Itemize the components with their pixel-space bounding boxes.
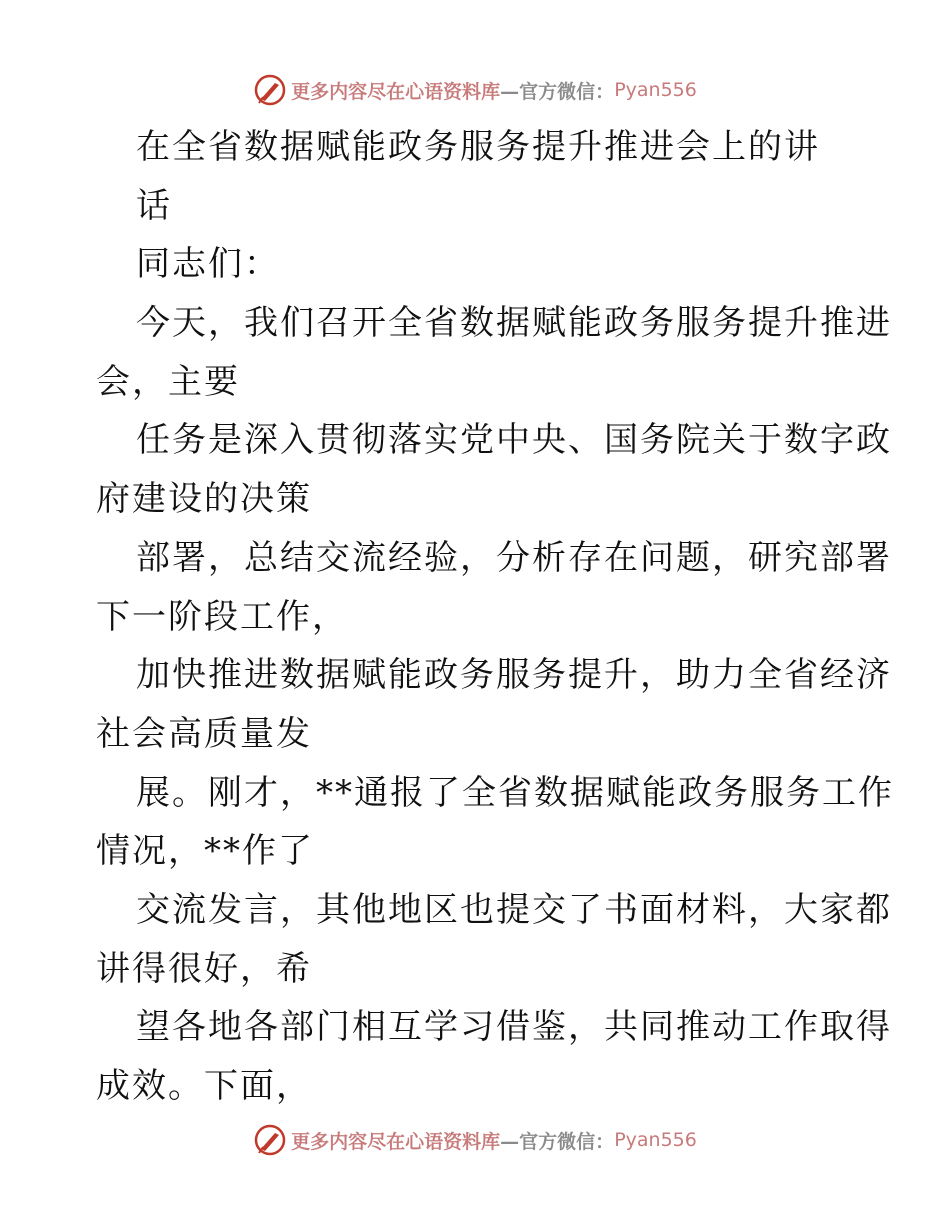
banner-wechat-label: —官方微信： [500, 1130, 615, 1153]
title-line: 话 [136, 185, 172, 226]
paragraph-line: 成效。下面， [96, 1066, 312, 1106]
paragraph-line: 下一阶段工作， [96, 596, 348, 637]
paragraph-line: 望各地各部门相互学习借鉴，共同推动工作取得 [136, 1007, 892, 1048]
banner-wechat-id: Pyan556 [614, 1129, 697, 1151]
paragraph-line: 情况，**作了 [96, 831, 314, 872]
title-line: 在全省数据赋能政务服务提升推进会上的讲 [136, 127, 820, 167]
banner-wechat-label: —官方微信： [500, 80, 615, 103]
quill-pen-circle-icon [253, 73, 287, 107]
paragraph-line: 加快推进数据赋能政务服务提升，助力全省经济 [136, 655, 892, 696]
banner-wechat-id: Pyan556 [614, 79, 697, 101]
document-body [96, 118, 894, 1116]
salutation: 同志们： [136, 244, 280, 285]
footer-banner [0, 1120, 950, 1160]
paragraph-line: 交流发言，其他地区也提交了书面材料，大家都 [136, 889, 892, 930]
banner-text: 更多内容尽在心语资料库 [291, 1130, 501, 1153]
paragraph-line: 讲得很好，希 [96, 948, 312, 989]
paragraph-line: 部署，总结交流经验，分析存在问题，研究部署 [136, 537, 892, 578]
paragraph-line: 任务是深入贯彻落实党中央、国务院关于数字政 [136, 420, 892, 461]
quill-pen-circle-icon [253, 1123, 287, 1157]
paragraph-line: 社会高质量发 [96, 713, 312, 754]
paragraph-line: 会，主要 [96, 361, 240, 402]
paragraph-line: 府建设的决策 [96, 479, 312, 520]
banner-text: 更多内容尽在心语资料库 [291, 80, 501, 103]
paragraph-line: 今天，我们召开全省数据赋能政务服务提升推进 [136, 303, 892, 344]
header-banner [0, 70, 950, 110]
paragraph-line: 展。刚才，**通报了全省数据赋能政务服务工作 [136, 772, 894, 813]
